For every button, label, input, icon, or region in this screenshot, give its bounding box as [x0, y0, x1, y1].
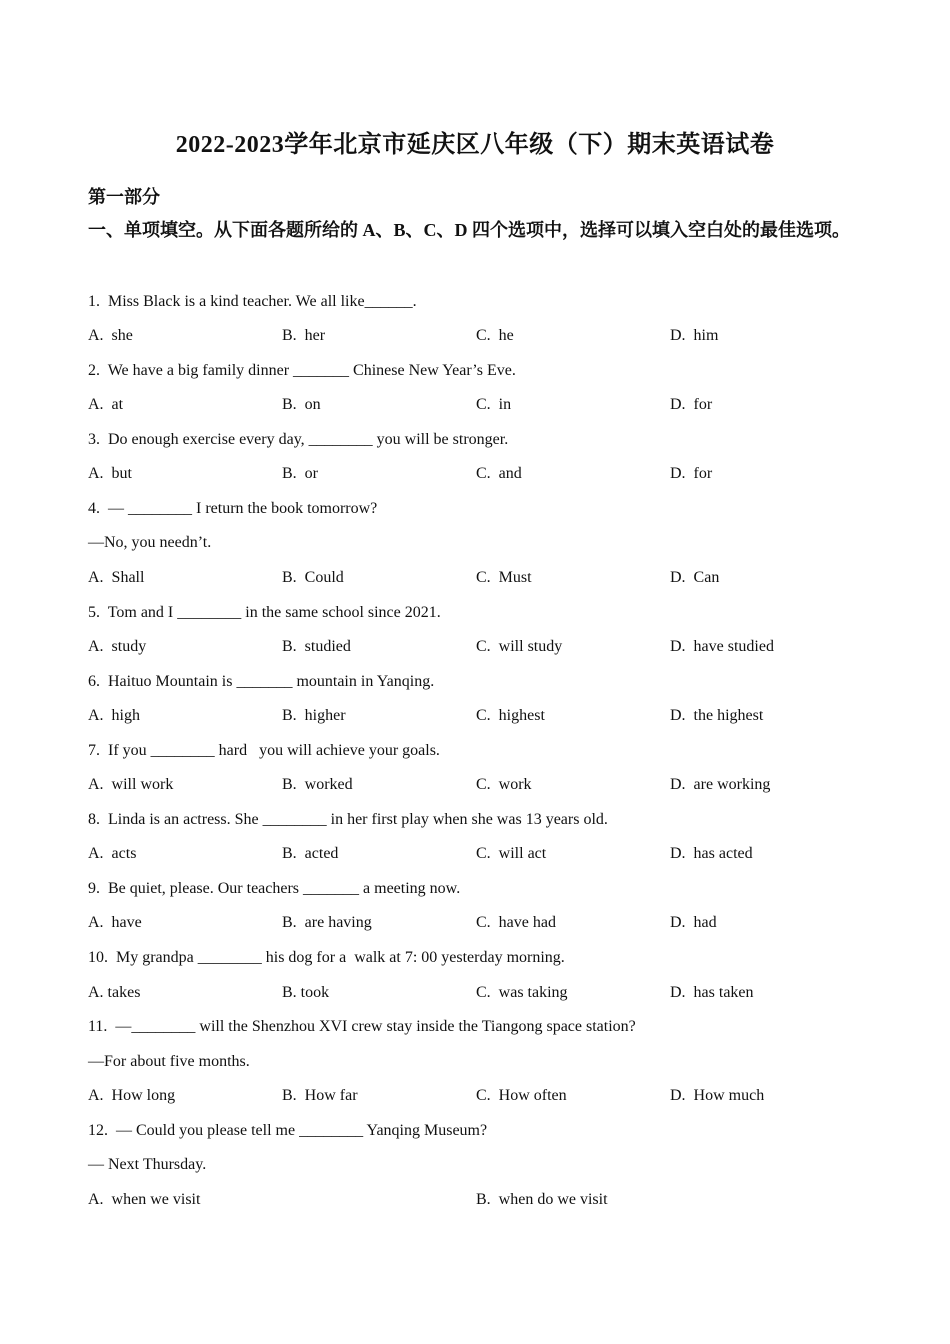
option-d: D. are working: [670, 776, 771, 793]
option-c: C. have had: [476, 914, 556, 931]
question-stem: 2. We have a big family dinner _______ Chinese New Year’s Eve.: [88, 362, 516, 379]
option-a: A. at: [88, 396, 124, 413]
question-stem: 3. Do enough exercise every day, ________ you will be stronger.: [88, 431, 509, 448]
option-d: D. has taken: [670, 984, 754, 1001]
option-c: C. How often: [476, 1087, 567, 1104]
option-a: A. acts: [88, 845, 137, 862]
option-c: C. will study: [476, 638, 563, 655]
option-b: B. took: [282, 984, 330, 1001]
option-a: A. study: [88, 638, 147, 655]
option-b: B. on: [282, 396, 321, 413]
option-c: C. in: [476, 396, 512, 413]
option-c: C. work: [476, 776, 532, 793]
option-a: A. have: [88, 914, 142, 931]
part-heading: 第一部分: [88, 187, 160, 207]
question-stem: 11. —________ will the Shenzhou XVI crew stay inside the Tiangong space station?: [88, 1018, 636, 1035]
option-d: D. for: [670, 396, 713, 413]
option-c: C. was taking: [476, 984, 568, 1001]
option-b: B. when do we visit: [476, 1191, 608, 1208]
question-stem: 10. My grandpa ________ his dog for a walk at 7: 00 yesterday morning.: [88, 949, 565, 966]
option-c: C. and: [476, 465, 522, 482]
question-stem: 5. Tom and I ________ in the same school since 2021.: [88, 604, 441, 621]
option-a: A. she: [88, 327, 133, 344]
option-b: B. studied: [282, 638, 351, 655]
option-d: D. have studied: [670, 638, 774, 655]
option-a: A. will work: [88, 776, 174, 793]
option-d: D. How much: [670, 1087, 765, 1104]
option-a: A. when we visit: [88, 1191, 201, 1208]
option-d: D. has acted: [670, 845, 753, 862]
question-stem: 4. — ________ I return the book tomorrow?: [88, 500, 378, 517]
option-b: B. worked: [282, 776, 353, 793]
exam-title: 2022-2023学年北京市延庆区八年级（下）期末英语试卷: [175, 132, 775, 158]
option-b: B. are having: [282, 914, 372, 931]
option-b: B. her: [282, 327, 326, 344]
question-stem: 9. Be quiet, please. Our teachers _______ a meeting now.: [88, 880, 461, 897]
question-stem: 7. If you ________ hard you will achieve your goals.: [88, 742, 440, 759]
question-reply: —For about five months.: [88, 1053, 250, 1070]
option-d: D. the highest: [670, 707, 764, 724]
question-stem: 8. Linda is an actress. She ________ in her first play when she was 13 years old.: [88, 811, 608, 828]
option-d: D. him: [670, 327, 719, 344]
question-stem: 6. Haituo Mountain is _______ mountain in Yanqing.: [88, 673, 435, 690]
option-c: C. will act: [476, 845, 547, 862]
question-reply: —No, you needn’t.: [88, 534, 212, 551]
option-c: C. highest: [476, 707, 545, 724]
option-a: A. but: [88, 465, 132, 482]
option-d: D. for: [670, 465, 713, 482]
option-b: B. acted: [282, 845, 339, 862]
option-a: A. high: [88, 707, 140, 724]
question-reply: — Next Thursday.: [88, 1156, 207, 1173]
option-c: C. Must: [476, 569, 532, 586]
option-d: D. had: [670, 914, 717, 931]
option-b: B. higher: [282, 707, 346, 724]
question-stem: 1. Miss Black is a kind teacher. We all like______.: [88, 293, 417, 310]
option-d: D. Can: [670, 569, 720, 586]
option-b: B. Could: [282, 569, 344, 586]
question-stem: 12. — Could you please tell me ________ Yanqing Museum?: [88, 1122, 488, 1139]
option-b: B. or: [282, 465, 318, 482]
option-b: B. How far: [282, 1087, 358, 1104]
section-instruction: 一、单项填空。从下面各题所给的 A、B、C、D 四个选项中，选择可以填入空白处的最佳选项。: [88, 220, 850, 240]
option-a: A. How long: [88, 1087, 176, 1104]
option-a: A. Shall: [88, 569, 145, 586]
option-c: C. he: [476, 327, 514, 344]
option-a: A. takes: [88, 984, 141, 1001]
